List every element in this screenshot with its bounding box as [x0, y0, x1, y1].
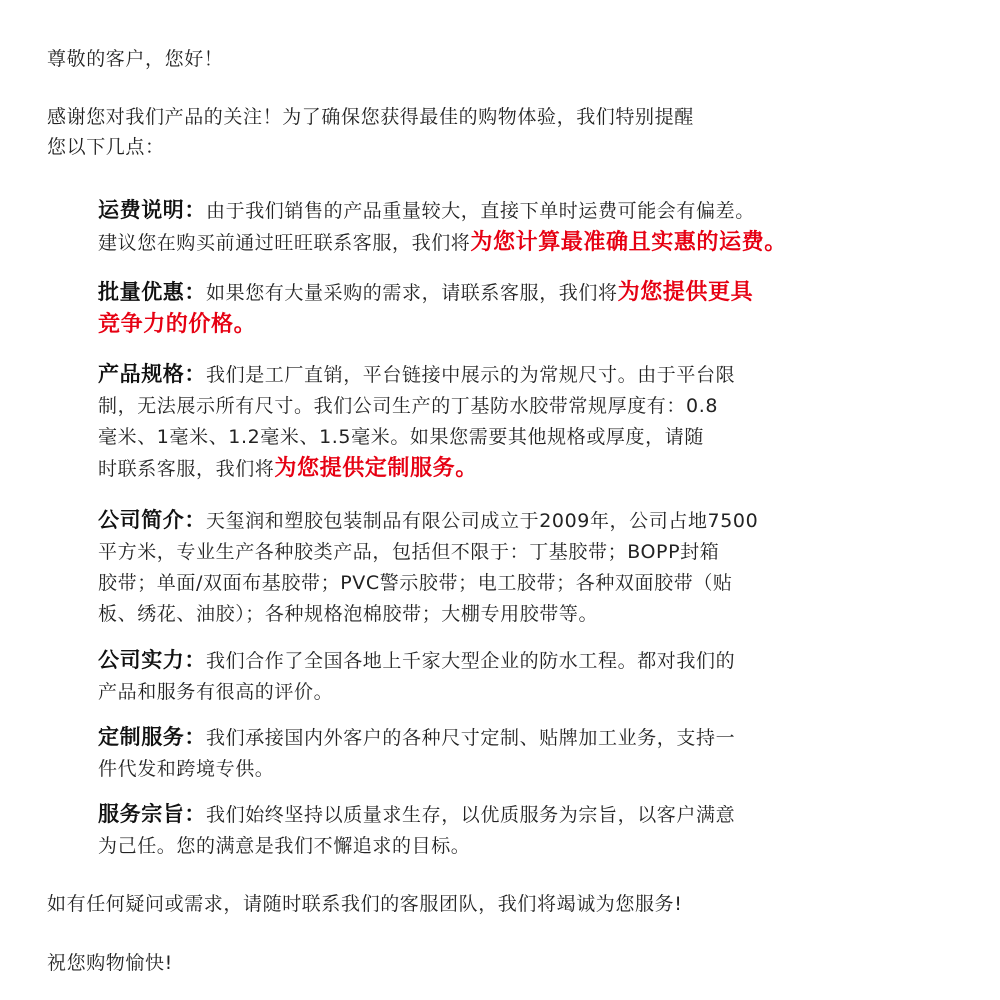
company-line-2: 平方米，专业生产各种胶类产品，包括但不限于：丁基胶带；BOPP封箱 [98, 541, 720, 563]
tenet-line-2: 为己任。您的满意是我们不懈追求的目标。 [98, 835, 471, 857]
bulk-highlight-2: 竞争力的价格。 [98, 312, 257, 337]
bulk-highlight-1: 为您提供更具 [617, 280, 754, 305]
custom-line-2: 件代发和跨境专供。 [98, 758, 275, 780]
section-company [98, 505, 758, 630]
section-tenet [98, 799, 735, 862]
tenet-label: 服务宗旨： [98, 802, 206, 826]
custom-line-1: 我们承接国内外客户的各种尺寸定制、贴牌加工业务，支持一 [206, 727, 736, 749]
specs-line-1: 我们是工厂直销，平台链接中展示的为常规尺寸。由于平台限 [206, 364, 736, 386]
specs-highlight: 为您提供定制服务。 [274, 456, 478, 481]
specs-line-2: 制，无法展示所有尺寸。我们公司生产的丁基防水胶带常规厚度有：0.8 [98, 395, 719, 417]
shipping-label: 运费说明： [98, 198, 206, 222]
section-bulk [98, 277, 753, 341]
shipping-line-1: 由于我们销售的产品重量较大，直接下单时运费可能会有偏差。 [206, 200, 755, 222]
intro-line-2: 您以下几点： [47, 136, 165, 158]
intro-paragraph [47, 102, 694, 162]
intro-line-1: 感谢您对我们产品的关注！为了确保您获得最佳的购物体验，我们特别提醒 [47, 106, 694, 128]
company-line-1: 天玺润和塑胶包装制品有限公司成立于2009年，公司占地7500 [206, 510, 759, 532]
closing-text: 如有任何疑问或需求，请随时联系我们的客服团队，我们将竭诚为您服务! [47, 893, 683, 915]
specs-line-4: 时联系客服，我们将 [98, 458, 275, 480]
strength-line-2: 产品和服务有很高的评价。 [98, 681, 334, 703]
shipping-line-2: 建议您在购买前通过旺旺联系客服，我们将 [98, 232, 471, 254]
bulk-line-1: 如果您有大量采购的需求，请联系客服，我们将 [206, 282, 618, 304]
company-line-3: 胶带；单面/双面布基胶带；PVC警示胶带；电工胶带；各种双面胶带（贴 [98, 572, 733, 594]
section-specs [98, 359, 735, 485]
specs-label: 产品规格： [98, 362, 206, 386]
specs-line-3: 毫米、1毫米、1.2毫米、1.5毫米。如果您需要其他规格或厚度，请随 [98, 426, 704, 448]
strength-label: 公司实力： [98, 648, 206, 672]
custom-label: 定制服务： [98, 725, 206, 749]
shipping-highlight: 为您计算最准确且实惠的运费。 [470, 230, 787, 255]
farewell-text: 祝您购物愉快! [47, 952, 173, 974]
company-label: 公司简介： [98, 508, 206, 532]
company-line-4: 板、绣花、油胶）；各种规格泡棉胶带；大棚专用胶带等。 [98, 603, 599, 625]
greeting-text: 尊敬的客户，您好！ [47, 48, 224, 70]
section-custom [98, 722, 735, 785]
section-strength [98, 645, 735, 708]
bulk-label: 批量优惠： [98, 280, 206, 304]
tenet-line-1: 我们始终坚持以质量求生存，以优质服务为宗旨，以客户满意 [206, 804, 736, 826]
section-shipping [98, 195, 787, 259]
strength-line-1: 我们合作了全国各地上千家大型企业的防水工程。都对我们的 [206, 650, 736, 672]
